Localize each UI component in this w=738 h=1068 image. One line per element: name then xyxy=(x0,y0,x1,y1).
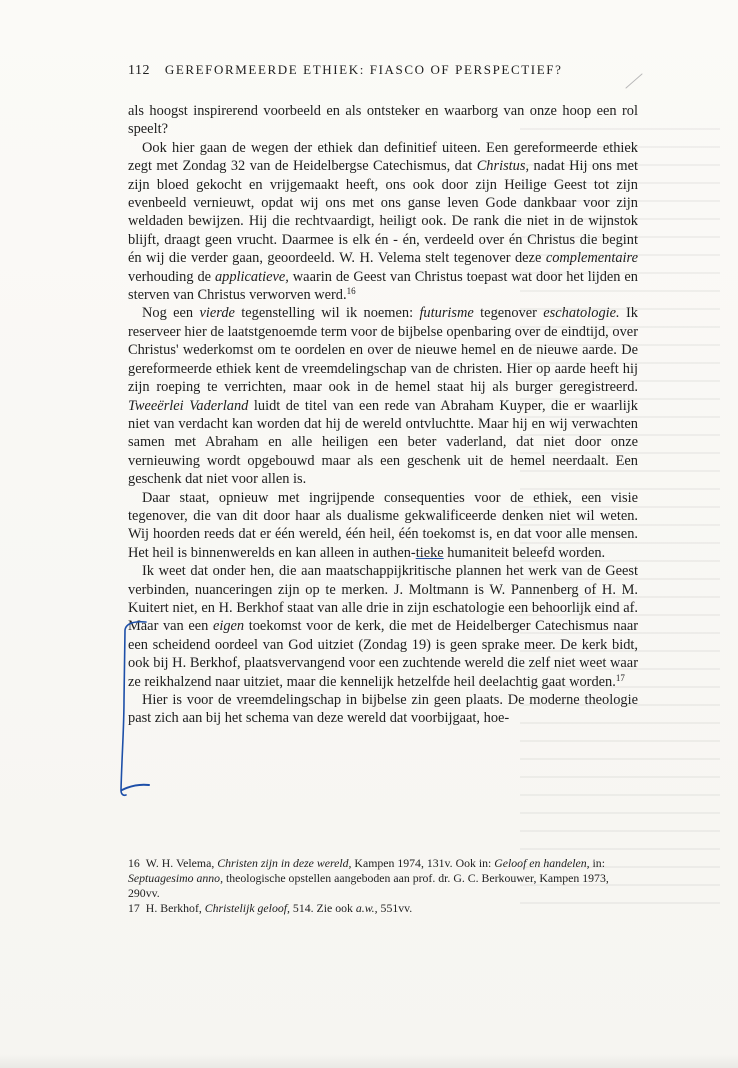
paragraph: Ook hier gaan de wegen der ethiek dan definitief uiteen. Een gereformeerde ethiek zegt met Zondag 32 van de Heidelbergse Catechismus, dat Christus, nadat Hij ons met zijn bloed gekocht en vrijgemaakt heeft, ons ook door zijn Heilige Geest tot zijn evenbeeld vernieuwt, opdat wij ons met ons ganse leven Gode dankbaar voor zijn weldaden bewijzen. Hij die rechtvaardigt, heiligt ook. De rank die niet in de wijnstok blijft, draagt geen vrucht. Daarmee is elk én - én, verdeeld over én Christus die begint én wij die verder gaan, geoordeeld. W. H. Velema stelt tegenover deze complementaire verhouding de applicatieve, waarin de Geest van Christus toepast wat door het lijden en sterven van Christus verworven werd.$^{16}$ xyxy=(128,139,638,304)
margin-dash-mark xyxy=(122,785,149,790)
main-text xyxy=(128,102,638,728)
scan-edge xyxy=(0,1054,738,1068)
page-number: 112 xyxy=(128,63,150,78)
paragraph: Nog een vierde tegenstelling wil ik noemen: futurisme tegenover eschatologie. Ik reserveer hier de laatstgenoemde term voor de bijbelse openbaring over de eindtijd, over Christus' wederkomst om te oordelen en over de nieuwe hemel en de nieuwe aarde. De gereformeerde ethiek kent de vreemdelingschap van de christen. Hier op aarde heeft hij zijn roeping te verrichten, maar ook in de hemel staat hij als burger geregistreerd. Tweeërlei Vaderland luidt de titel van een rede van Abraham Kuyper, die er waarlijk niet van verdacht kan worden dat hij de wereld ontvluchtte. Maar hij en wij verwachten samen met Abraham en alle heiligen een beter vaderland, dat niet door onze vernieuwing wordt opgebouwd maar als een geschenk uit de hemel neerdaalt. Een geschenk dat niet voor allen is. xyxy=(128,305,638,488)
running-title: GEREFORMEERDE ETHIEK: FIASCO OF PERSPECTIEF? xyxy=(164,62,563,77)
footnote-17: 17 H. Berkhof, Christelijk geloof, 514. Zie ook a.w., 551vv. xyxy=(128,901,413,915)
handwritten-underline: tieke xyxy=(415,544,444,561)
footnotes xyxy=(128,856,638,916)
paragraph-marked: Ik weet dat onder hen, die aan maatschappijkritische plannen het werk van de Geest verbinden, nuanceringen zijn op te merken. J. Moltmann is W. Pannenberg of H. M. Kuitert niet, en H. Berkhof staat van alle drie in zijn eschatologie een behoorlijk eind af. Maar van een eigen toekomst voor de kerk, die met de Heidelberger Catechismus naar een scheidend oordeel van God uitziet (Zondag 19) is geen sprake meer. De kerk bidt, ook bij H. Berkhof, plaatsvervangend voor een zuchtende wereld die zelf niet weet waar ze reikhalzend naar uitziet, maar die kennelijk hetzelfde heil deelachtig gaat worden.$^{17}$ xyxy=(128,563,639,690)
footnote-ref: 17 xyxy=(615,672,625,683)
paragraph: Hier is voor de vreemdelingschap in bijbelse zin geen plaats. De moderne theologie past zich aan bij het schema van deze wereld dat voorbijgaat, hoe- xyxy=(128,692,638,727)
running-header xyxy=(128,62,648,79)
footnote-ref: 16 xyxy=(346,286,356,297)
paragraph: als hoogst inspirerend voorbeeld en als ontsteker en waarborg van onze hoop een rol speelt? xyxy=(128,103,638,138)
footnote-16: 16 W. H. Velema, Christen zijn in deze wereld, Kampen 1974, 131v. Ook in: Geloof en handelen, in: Septuagesimo anno, theologische opstellen aangeboden aan prof. dr. G. C. Berkouwer, Kampen 1973, 290vv. xyxy=(128,856,609,900)
paragraph: Daar staat, opnieuw met ingrijpende consequenties voor de ethiek, een visie tegenover, die van dit door haar als dualisme gekwalificeerde denken niet wil weten. Wij hoorden reeds dat er één wereld, één heil, één toekomst is, en dat voor alle mensen. Het heil is binnenwerelds en kan alleen in authen-tieke humaniteit beleefd worden. xyxy=(128,489,638,561)
